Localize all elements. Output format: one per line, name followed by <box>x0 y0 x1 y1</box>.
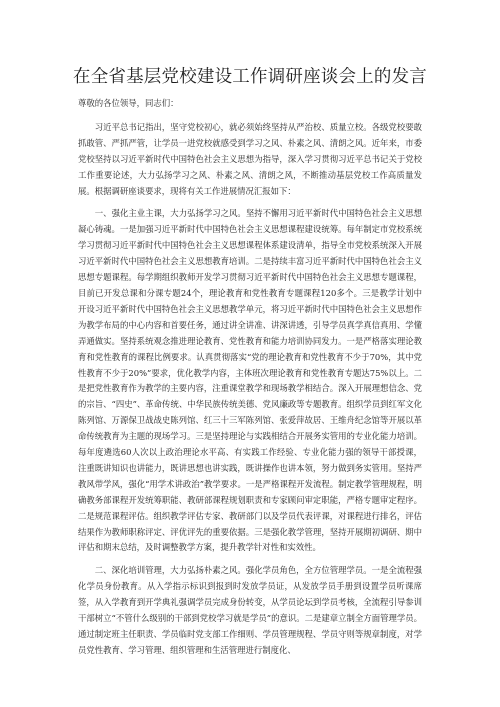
paragraph-section-2: 二、深化培训管理，大力弘扬朴素之风。强化学员角色，全方位管理学员。一是全流程强化学员身份教育。从入学指示标识到报到时发放学员证，从发放学员手册到设置学员听课席签，从入学教育到开学典礼强调学员完成身份转变，从学员论坛到学员考核，全流程引导参训干部树立“不管什么级别的干部到党校学习就是学员”的意识。二是建章立制全方面管理学员。通过制定班主任职责、学员临时党支部工作细则、学员管理规程、学员守则等规章制度，对学员党性教育、学习管理、组织管理和生活管理进行制度化、 <box>78 565 422 655</box>
document-body <box>78 96 422 666</box>
paragraph-section-1: 一、强化主业主课，大力弘扬学习之风。坚持不懈用习近平新时代中国特色社会主义思想凝心铸魂。一是加强习近平新时代中国特色社会主义思想课程建设统筹。每年制定市党校系统学习贯彻习近平新时代中国特色社会主义思想课程体系建设清单，指导全市党校系统深入开展习近平新时代中国特色社会主义思想教育培训。二是持续丰富习近平新时代中国特色社会主义思想专题课程。每学期组织教师开发学习贯彻习近平新时代中国特色社会主义思想专题课程，目前已开发总课和分课专题24个，理论教育和党性教育专题课程120多个。三是教学计划中开设习近平新时代中国特色社会主义思想教学单元，将习近平新时代中国特色社会主义思想作为教学布局的中心内容和首要任务，通过讲全讲准、讲深讲透，引导学员真学真信真用、学懂弄通做实。坚持系统观念推进理论教育、党性教育和能力培训协同发力。一是严格落实理论教育和党性教育的课程比例要求。认真贯彻落实“党的理论教育和党性教育不少于70%，其中党性教育不少于20%”要求，优化教学内容，主体班次理论教育和党性教育专题达75%以上。二是把党性教育作为教学的主要内容，注重课堂教学和现场教学相结合。深入开展理想信念、党的宗旨、“四史”、革命传统、中华民族传统美德、党风廉政等专题教育。组织学员到红军文化陈列馆、万源保卫战战史陈列馆、红三十三军陈列馆、张爱萍故居、王维舟纪念馆等开展以革命传统教育为主题的现场学习。三是坚持理论与实践相结合开展务实管用的专业化能力培训。每年度遴选60人次以上政治理论水平高、有实践工作经验、专业化能力强的领导干部授课，注重既讲知识也讲能力，既讲思想也讲实践，既讲操作也讲本领，努力做到务实管用。坚持严教风带学风，强化“用学术讲政治”教学要求。一是严格课程开发流程。制定教学管理规程，明确教务部课程开发统筹职能、教研部课程规划职责和专家顾问审定职能，严格专题审定程序。二是规范课程评估。组织教学评估专家、教研部门以及学员代表评课，对课程进行排名，评估结果作为教师职称评定、评优评先的重要依据。三是强化教学管理，坚持开展期初调研、期中评估和期末总结，及时调整教学方案，提升教学针对性和实效性。 <box>78 208 422 553</box>
paragraph-intro: 习近平总书记指出，坚守党校初心，就必须始终坚持从严治校、质量立校。各级党校要敢抓敢管、严抓严管，让学员一进党校就感受到学习之风、朴素之风、清朗之风。近年来，市委党校坚持以习近平新时代中国特色社会主义思想为指导，深入学习贯彻习近平总书记关于党校工作重要论述，大力弘扬学习之风、朴素之风、清朗之风，不断推动基层党校工作高质量发展。根据调研座谈要求，现将有关工作进展情况汇报如下： <box>78 121 422 196</box>
salutation: 尊敬的各位领导，同志们： <box>78 98 179 108</box>
document-title: 在全省基层党校建设工作调研座谈会上的发言 <box>73 67 427 87</box>
